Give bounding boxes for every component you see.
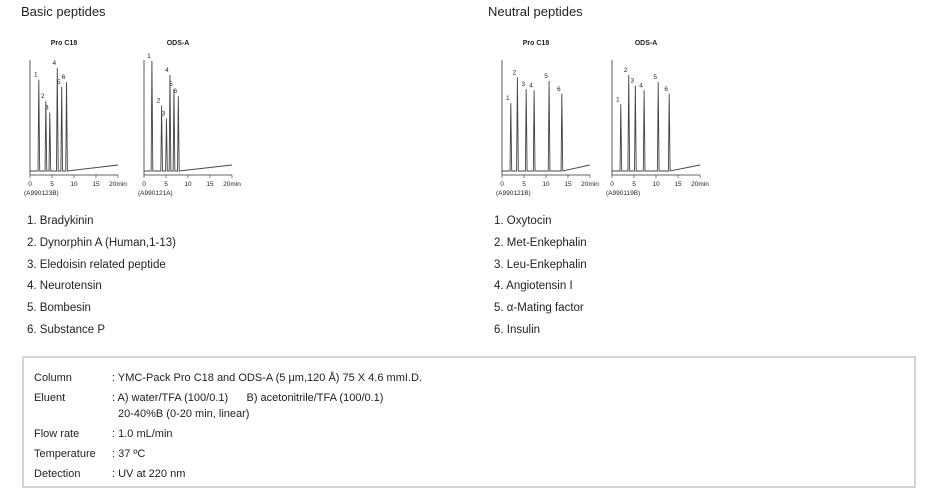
x-tick-label: 0 <box>610 181 614 188</box>
list-item: 3. Eledoisin related peptide <box>27 258 166 271</box>
condition-label: Eluent <box>34 392 66 404</box>
chart-title: ODS-A <box>634 40 658 47</box>
chart-code: (A990121B) <box>496 190 531 197</box>
list-item: 5. α-Mating factor <box>494 302 584 315</box>
list-item: 1. Bradykinin <box>27 215 94 227</box>
x-tick-label: 10 <box>70 181 78 188</box>
peak-label: 1 <box>147 53 151 61</box>
peak-label: 6 <box>173 88 178 96</box>
condition-value: : 37 ºC <box>112 448 146 460</box>
chromatogram-basic-pro-c18 <box>22 34 134 200</box>
peak-label: 1 <box>505 95 510 103</box>
condition-label: Flow rate <box>34 428 80 440</box>
peak-label: 6 <box>61 74 66 82</box>
peak-label: 4 <box>529 82 533 90</box>
x-tick-label: 10 <box>652 181 660 188</box>
condition-eluent-gradient: 20-40%B (0-20 min, linear) <box>118 408 250 420</box>
peak-label: 4 <box>639 82 643 90</box>
x-tick-label: 20min <box>109 181 127 188</box>
peak-label: 3 <box>630 77 635 85</box>
peak-label: 3 <box>521 81 526 89</box>
condition-label: Column <box>34 372 72 384</box>
chart-title: Pro C18 <box>522 40 550 47</box>
peak-label: 6 <box>557 85 561 93</box>
peak-label: 3 <box>44 104 49 112</box>
x-tick-label: 20min <box>691 181 709 188</box>
x-tick-label: 0 <box>142 181 146 188</box>
condition-value: : 1.0 mL/min <box>112 428 173 440</box>
peak-label: 5 <box>653 74 658 82</box>
chromatogram-neutral-ods-a <box>604 34 716 200</box>
x-tick-label: 5 <box>632 181 636 188</box>
list-item: 6. Substance P <box>27 323 105 336</box>
condition-value: : YMC-Pack Pro C18 and ODS-A (5 μm,120 Å) 75 X 4.6 mmI.D. <box>112 372 422 384</box>
basic-peptides-title: Basic peptides <box>21 4 106 19</box>
x-tick-label: 20min <box>581 181 599 188</box>
neutral-peptides-title: Neutral peptides <box>488 4 583 19</box>
x-tick-label: 15 <box>206 181 214 188</box>
peak-label: 1 <box>33 71 38 79</box>
x-tick-label: 15 <box>674 181 682 188</box>
list-item: 3. Leu-Enkephalin <box>494 258 587 271</box>
condition-label: Detection <box>34 468 81 480</box>
chart-code: (A990121A) <box>138 190 173 197</box>
chart-code: (A990123B) <box>24 190 59 197</box>
x-tick-label: 20min <box>223 181 241 188</box>
peak-label: 2 <box>41 92 45 100</box>
chromatogram-trace <box>144 61 232 171</box>
x-tick-label: 5 <box>164 181 168 188</box>
peak-label: 4 <box>52 60 57 68</box>
condition-label: Temperature <box>34 448 96 460</box>
peak-label: 5 <box>169 81 173 89</box>
peak-label: 2 <box>623 67 628 75</box>
x-tick-label: 10 <box>184 181 192 188</box>
condition-value: : UV at 220 nm <box>112 468 186 480</box>
list-item: 6. Insulin <box>494 323 541 336</box>
x-tick-label: 15 <box>564 181 572 188</box>
x-tick-label: 0 <box>500 181 504 188</box>
x-tick-label: 10 <box>542 181 550 188</box>
chromatogram-trace <box>30 68 118 171</box>
peak-label: 5 <box>56 78 61 86</box>
chart-code: (A990119B) <box>606 190 641 197</box>
peak-label: 4 <box>165 67 169 75</box>
peak-label: 3 <box>161 110 166 118</box>
condition-value: : A) water/TFA (100/0.1) B) acetonitrile/TFA (100/0.1) <box>112 392 384 404</box>
list-item: 4. Neurotensin <box>27 280 102 293</box>
conditions-box <box>22 356 916 488</box>
list-item: 4. Angiotensin I <box>494 280 573 293</box>
list-item: 1. Oxytocin <box>494 215 552 227</box>
x-tick-label: 15 <box>92 181 100 188</box>
chromatogram-trace <box>612 75 700 171</box>
x-tick-label: 5 <box>50 181 54 188</box>
peak-label: 2 <box>156 97 161 105</box>
list-item: 5. Bombesin <box>27 302 91 315</box>
chromatogram-trace <box>502 77 590 171</box>
chromatogram-neutral-pro-c18 <box>494 34 606 200</box>
x-tick-label: 5 <box>522 181 526 188</box>
chart-title: ODS-A <box>166 40 190 47</box>
basic-peptide-list <box>27 211 176 342</box>
peak-label: 1 <box>615 96 620 104</box>
x-tick-label: 0 <box>28 181 32 188</box>
peak-label: 5 <box>544 72 548 80</box>
neutral-peptide-list <box>494 211 587 342</box>
chromatogram-basic-ods-a <box>136 34 248 200</box>
peak-label: 2 <box>512 69 517 77</box>
list-item: 2. Met-Enkephalin <box>494 236 587 249</box>
peak-label: 6 <box>664 85 669 93</box>
chart-title: Pro C18 <box>50 40 78 47</box>
list-item: 2. Dynorphin A (Human,1-13) <box>27 236 176 249</box>
